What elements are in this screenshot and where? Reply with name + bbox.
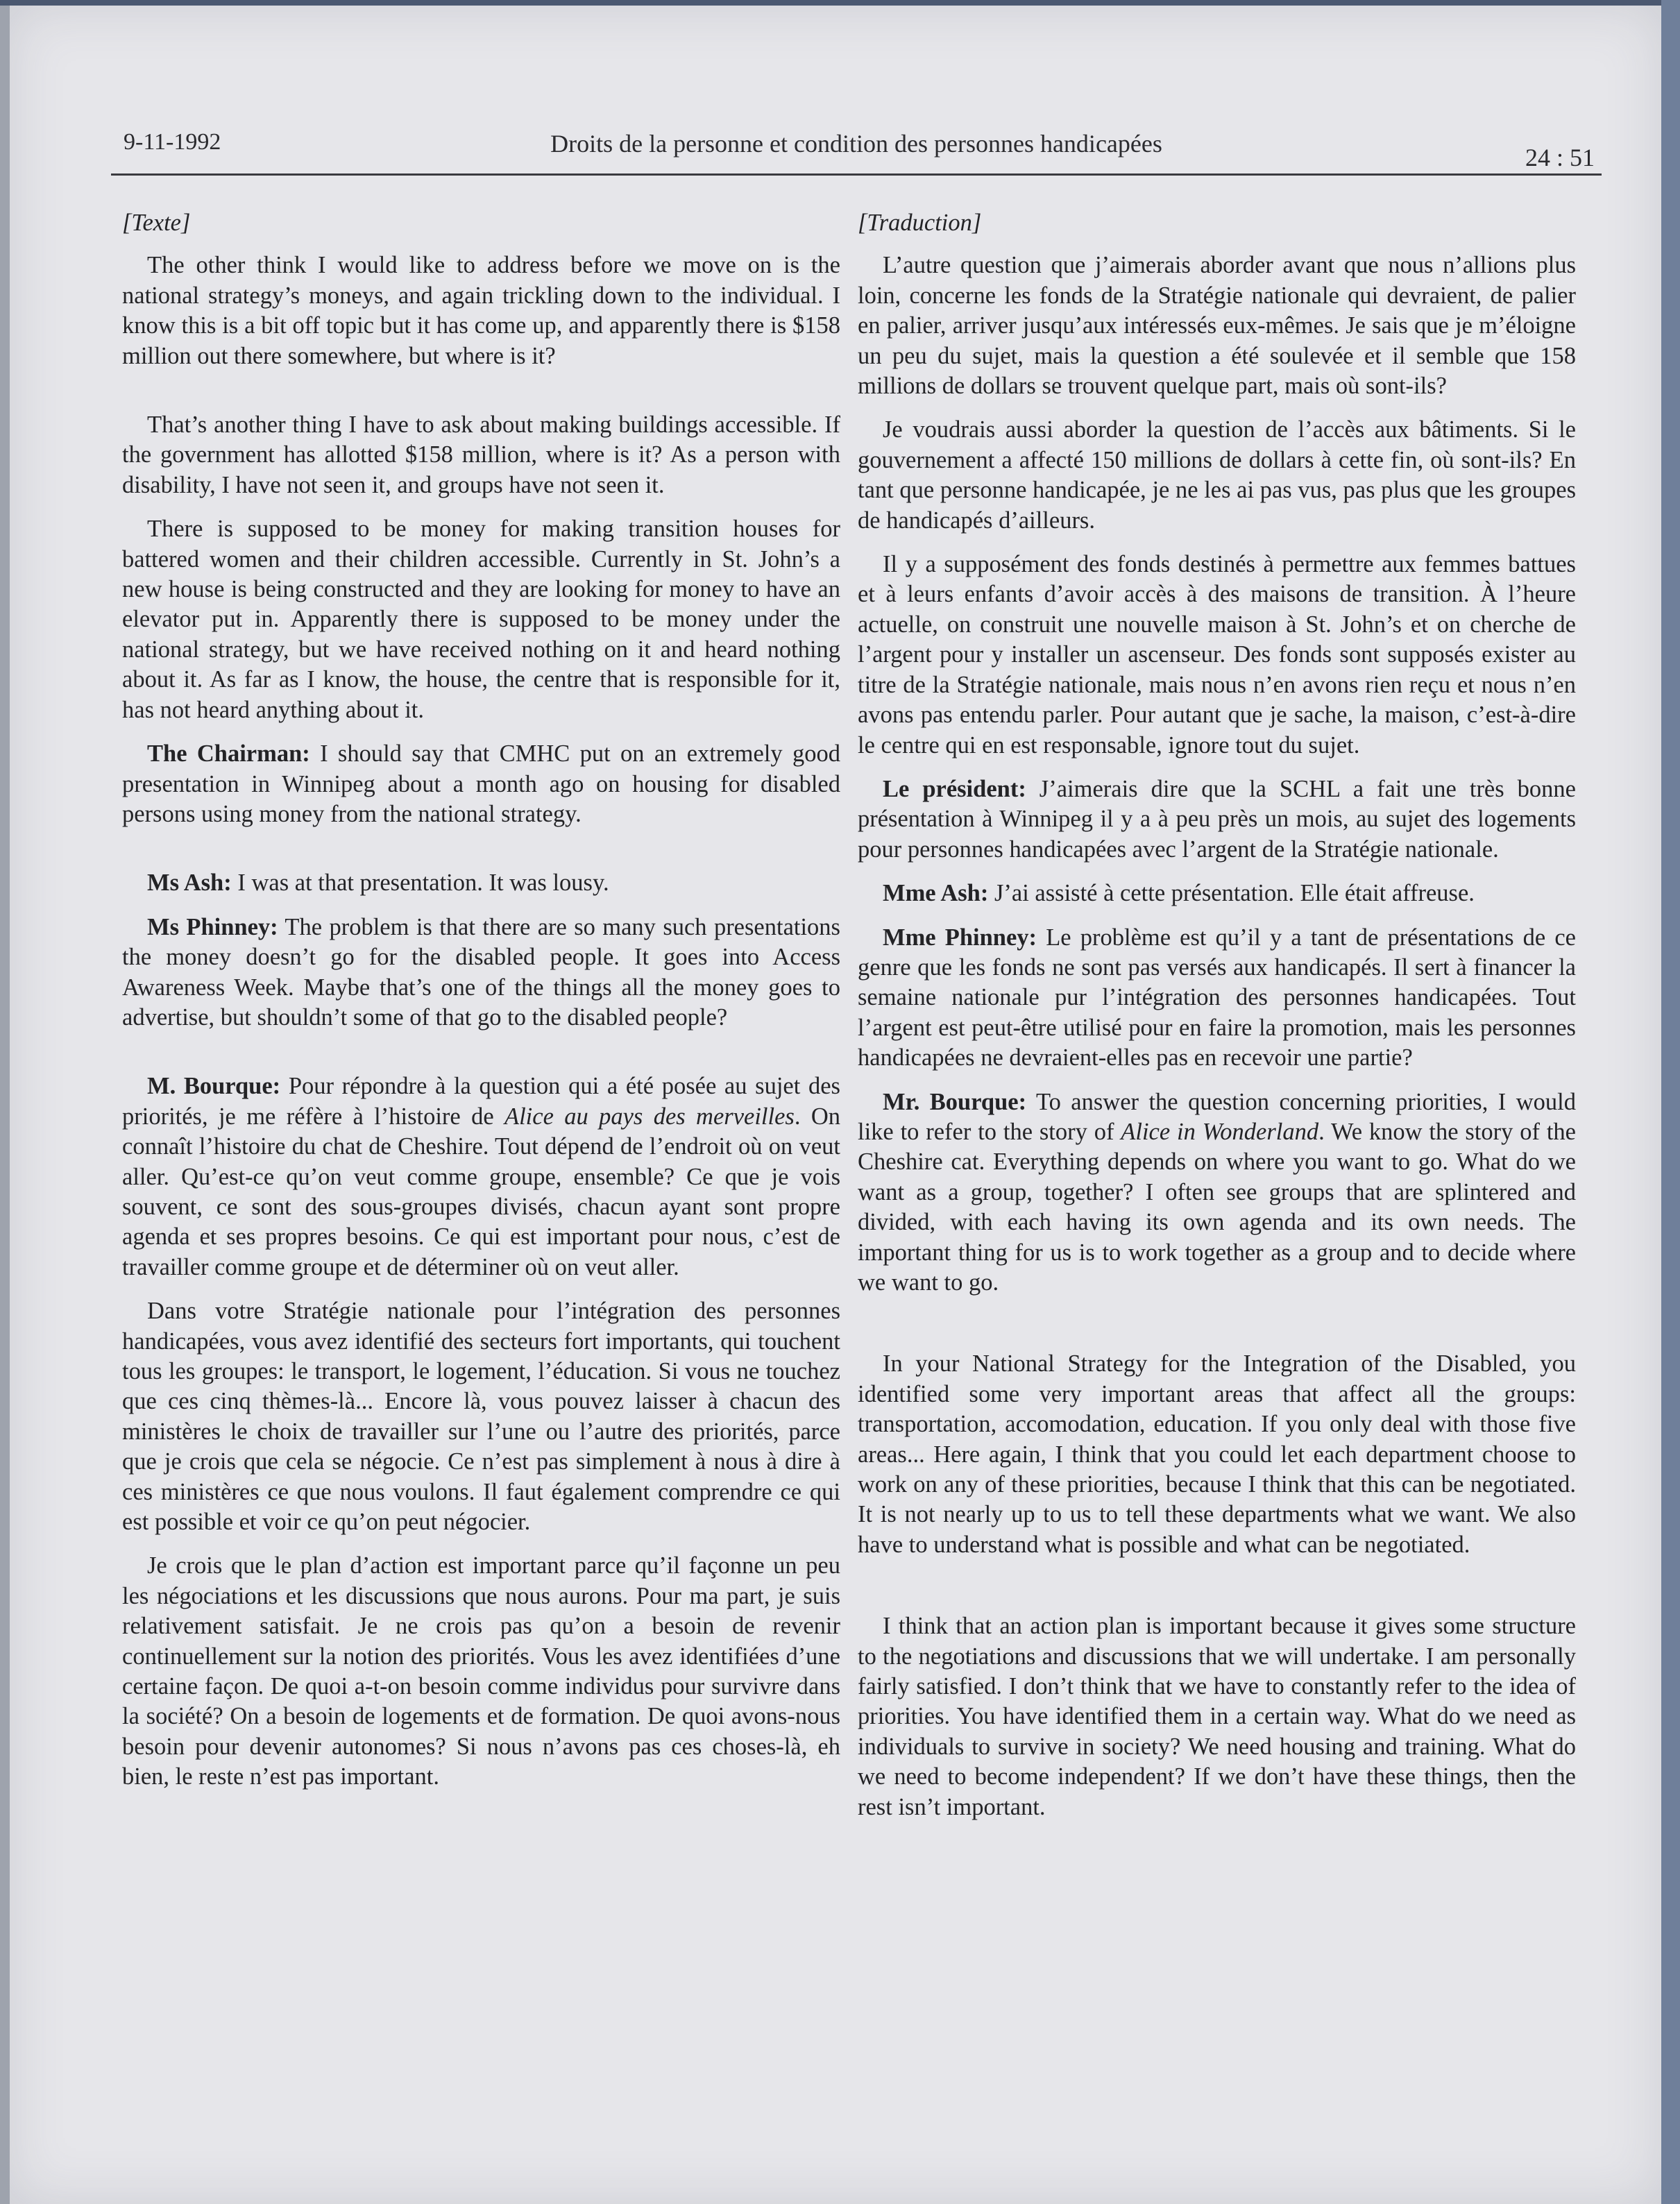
- paragraph: [122, 1071, 840, 1282]
- paragraph: That’s another thing I have to ask about making buildings accessible. If the government has allotted $158 million, where is it? As a person with disability, I have not seen it, and groups have not seen it.: [122, 412, 840, 498]
- book-title: Alice in Wonderland: [1121, 1118, 1319, 1145]
- paragraph: [858, 923, 1576, 1074]
- speech-text: . On connaît l’histoire du chat de Cheshire. Tout dépend de l’endroit où on veut aller. Qu’est-ce qu’on veut comme groupe, ensemble? Ce que je vois souvent, ce sont des sous-groupes divisés, chacun ayant sont propre agenda et ses propres besoins. Ce qui est important pour nous, c’est de travailler comme groupe et de déterminer où on veut aller.: [122, 1103, 840, 1280]
- speaker-name: Ms Ash:: [147, 870, 232, 897]
- paragraph: Je crois que le plan d’action est important parce qu’il façonne un peu les négociations et les discussions que nous aurons. Pour ma part, je suis relativement satisfait. Je ne crois pas qu’on a besoin de revenir continuellement sur la notion des priorités. Vous les avez identifiées d’une certaine façon. De quoi a-t-on besoin comme individus pour survivre dans la société? On a besoin de logements et de formation. De quoi avons-nous besoin pour devenir autonomes? Si nous n’avons pas ces choses-là, eh bien, le reste n’est pas important.: [122, 1552, 840, 1790]
- paragraph: [858, 879, 1576, 908]
- speaker-name: M. Bourque:: [147, 1073, 281, 1100]
- speaker-name: Mme Ash:: [883, 880, 989, 907]
- section-marker: [Traduction]: [858, 210, 982, 236]
- paragraph: [858, 1087, 1576, 1298]
- speaker-name: The Chairman:: [147, 740, 310, 768]
- right-column: [858, 208, 1576, 1836]
- paragraph: [122, 913, 840, 1033]
- section-marker: [Texte]: [122, 210, 191, 236]
- speech-text: . We know the story of the Cheshire cat. Everything depends on where you want to go. What do we want as a group, together? I often see groups that are splintered and divided, with each having its own agenda and its own needs. The important thing for us is to work together as a group and to decide where we want to go.: [858, 1118, 1576, 1296]
- paragraph: [122, 739, 840, 829]
- speaker-name: Le président:: [883, 775, 1026, 802]
- paragraph: [858, 774, 1576, 865]
- header-rule: [111, 173, 1602, 176]
- left-column: [122, 208, 840, 1806]
- book-title: Alice au pays des merveilles: [504, 1103, 795, 1130]
- paragraph: [122, 868, 840, 898]
- speaker-name: Mme Phinney:: [883, 924, 1037, 951]
- paragraph: I think that an action plan is important because it gives some structure to the negotiations and discussions that we will undertake. I am personally fairly satisfied. I don’t think that we have to constantly refer to the idea of priorities. You have identified them in a certain way. What do we need as individuals to survive in society? We need housing and training. What do we need to become independent? If we don’t have these things, then the rest isn’t important.: [858, 1613, 1576, 1820]
- running-header: [111, 125, 1602, 173]
- speech-text: J’aimerais dire que la SCHL a fait une très bonne présentation à Winnipeg il y a à peu près un mois, au sujet des logements pour personnes handicapées avec l’argent de la Stratégie nationale.: [858, 775, 1576, 863]
- paragraph: In your National Strategy for the Integration of the Disabled, you identified some very important areas that affect all the groups: transportation, accomodation, education. If you only deal with those five areas... Here again, I think that you could let each department choose to work on any of these priorities, because I think that this can be negotiated. It is not nearly up to us to tell these departments what we want. We also have to understand what is possible and what can be negotiated.: [858, 1350, 1576, 1558]
- speech-text: To answer the question concerning priorities, I would like to refer to the story of: [858, 1088, 1576, 1145]
- paragraph: Il y a supposément des fonds destinés à permettre aux femmes battues et à leurs enfants d’avoir accès à des maisons de transition. À l’heure actuelle, on construit une nouvelle maison à St. John’s et on cherche de l’argent pour y installer un ascenseur. Des fonds sont supposés exister au titre de la Stratégie nationale, mais nous n’en avons rien reçu et nous n’en avons pas entendu parler. Pour autant que je sache, la maison, c’est-à-dire le centre qui en est responsable, ignore tout du sujet.: [858, 551, 1576, 758]
- binder-right-edge: [1661, 0, 1680, 2204]
- speech-text: Pour répondre à la question qui a été posée au sujet des priorités, je me réfère à l’histoire de: [122, 1073, 840, 1130]
- speech-text: I should say that CMHC put on an extremely good presentation in Winnipeg about a month ago on housing for disabled persons using money from the national strategy.: [122, 740, 840, 827]
- speech-text: I was at that presentation. It was lousy.: [231, 870, 609, 897]
- header-title: Droits de la personne et condition des personnes handicapées: [550, 130, 1162, 158]
- paragraph: L’autre question que j’aimerais aborder avant que nous n’allions plus loin, concerne les fonds de la Stratégie nationale qui devraient, de palier en palier, arriver jusqu’aux intéressés eux-mêmes. Je sais que je m’éloigne un peu du sujet, mais la question a été soulevée et il semble que 158 millions de dollars se trouvent quelque part, mais où sont-ils?: [858, 252, 1576, 400]
- speaker-name: Mr. Bourque:: [883, 1088, 1027, 1115]
- paragraph: Dans votre Stratégie nationale pour l’intégration des personnes handicapées, vous avez identifié des secteurs fort importants, qui touchent tous les groupes: le transport, le logement, l’éducation. Si vous ne touchez que ces cinq thèmes-là... Encore là, vous pouvez laisser à chacun des ministères le choix de travailler sur l’une ou l’autre des priorités, parce que je crois que cela se négocie. Ce n’est pas simplement à nous à dire à ces ministères ce que nous voulons. Il faut également comprendre ce qui est possible et voir ce qu’on peut négocier.: [122, 1298, 840, 1536]
- speech-text: Le problème est qu’il y a tant de présentations de ce genre que les fonds ne sont pas versés aux handicapés. Il sert à financer la semaine nationale pur l’intégration des personnes handicapées. Tout l’argent est peut-être utilisé pour en faire la promotion, mais les personnes handicapées ne devraient-elles pas en recevoir une partie?: [858, 924, 1576, 1071]
- speech-text: J’ai assisté à cette présentation. Elle était affreuse.: [988, 880, 1475, 907]
- header-date: 9-11-1992: [124, 129, 221, 155]
- paragraph: Je voudrais aussi aborder la question de l’accès aux bâtiments. Si le gouvernement a affecté 150 millions de dollars à cette fin, où sont-ils? En tant que personne handicapée, je ne les ai pas vus, pas plus que les groupes de handicapés d’ailleurs.: [858, 416, 1576, 534]
- speaker-name: Ms Phinney:: [147, 913, 278, 940]
- binder-top-edge: [0, 0, 1680, 6]
- paragraph: There is supposed to be money for making transition houses for battered women and their children accessible. Currently in St. John’s a new house is being constructed and they are looking for money to have an elevator put in. Apparently there is supposed to be money under the national strategy, but we have received nothing on it and heard nothing about it. As far as I know, the house, the centre that is responsible for it, has not heard anything about it.: [122, 516, 840, 723]
- paragraph: The other think I would like to address before we move on is the national strategy’s moneys, and again trickling down to the individual. I know this is a bit off topic but it has come up, and apparently there is $158 million out there somewhere, but where is it?: [122, 252, 840, 369]
- page-number: 24 : 51: [1525, 144, 1595, 171]
- speech-text: The problem is that there are so many such presentations the money doesn’t go for the disabled people. It goes into Access Awareness Week. Maybe that’s one of the things all the money goes to advertise, but shouldn’t some of that go to the disabled people?: [122, 913, 840, 1031]
